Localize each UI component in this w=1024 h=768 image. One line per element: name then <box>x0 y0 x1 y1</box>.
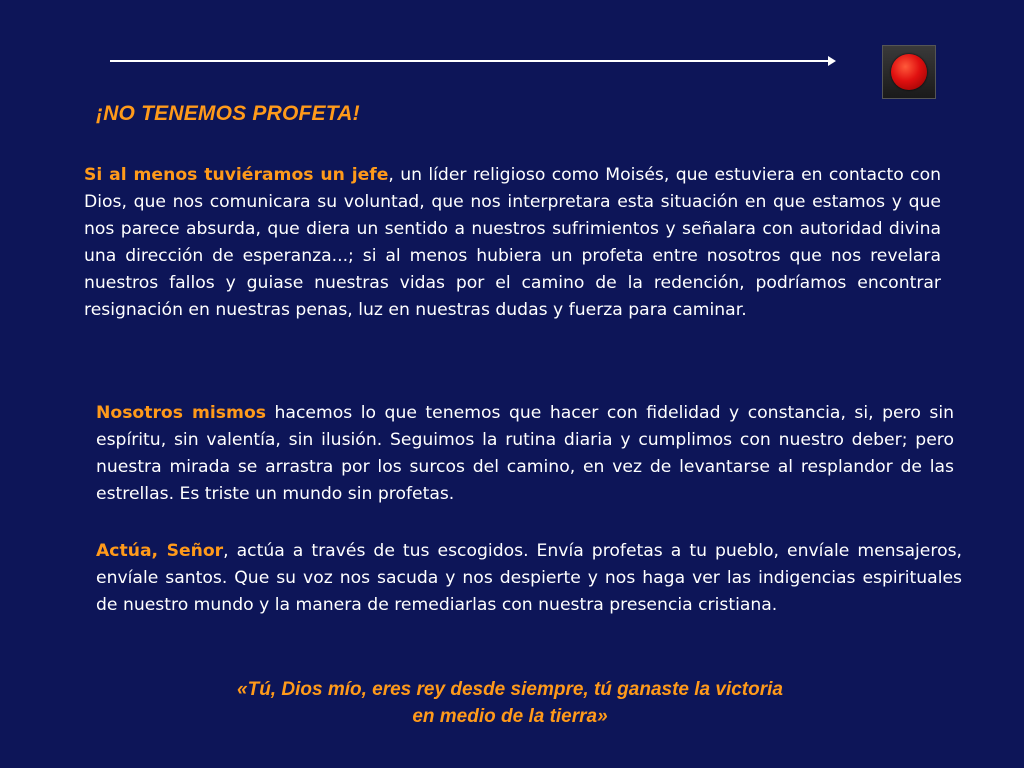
arrow-right-icon <box>828 56 836 66</box>
closing-quote <box>150 676 870 730</box>
closing-quote-line-2: en medio de la tierra» <box>412 706 608 727</box>
page-title: ¡NO TENEMOS PROFETA! <box>96 102 360 125</box>
paragraph-2 <box>96 400 954 508</box>
paragraph-3 <box>96 538 962 619</box>
record-icon <box>891 54 927 90</box>
paragraph-1-text: , un líder religioso como Moisés, que estuviera en contacto con Dios, que nos comunicara su voluntad, que nos interpretara esta situación en que estamos y que nos parece absurda, que diera un sentido a nuestros sufrimientos y señalara con autoridad divina una dirección de esperanza...; si al menos hubiera un profeta entre nosotros que nos revelara nuestros fallos y guiase nuestras vidas por el camino de la redención, podríamos encontrar resignación en nuestras penas, luz en nuestras dudas y fuerza para caminar. <box>84 165 941 320</box>
paragraph-1 <box>84 162 941 324</box>
paragraph-2-lead: Nosotros mismos <box>96 403 266 423</box>
closing-quote-line-1: «Tú, Dios mío, eres rey desde siempre, tú ganaste la victoria <box>237 679 783 700</box>
progress-arrow-line <box>110 60 830 62</box>
paragraph-1-lead: Si al menos tuviéramos un jefe <box>84 165 389 185</box>
paragraph-3-lead: Actúa, Señor <box>96 541 224 561</box>
paragraph-2-text: hacemos lo que tenemos que hacer con fidelidad y constancia, si, pero sin espíritu, sin valentía, sin ilusión. Seguimos la rutina diaria y cumplimos con nuestro deber; pero nuestra mirada se arrastra por los surcos del camino, en vez de levantarse al resplandor de las estrellas. Es triste un mundo sin profetas. <box>96 403 954 504</box>
record-button[interactable] <box>882 45 936 99</box>
paragraph-3-text: , actúa a través de tus escogidos. Envía profetas a tu pueblo, envíale mensajeros, envíale santos. Que su voz nos sacuda y nos despierte y nos haga ver las indigencias espirituales de nuestro mundo y la manera de remediarlas con nuestra presencia cristiana. <box>96 541 963 615</box>
